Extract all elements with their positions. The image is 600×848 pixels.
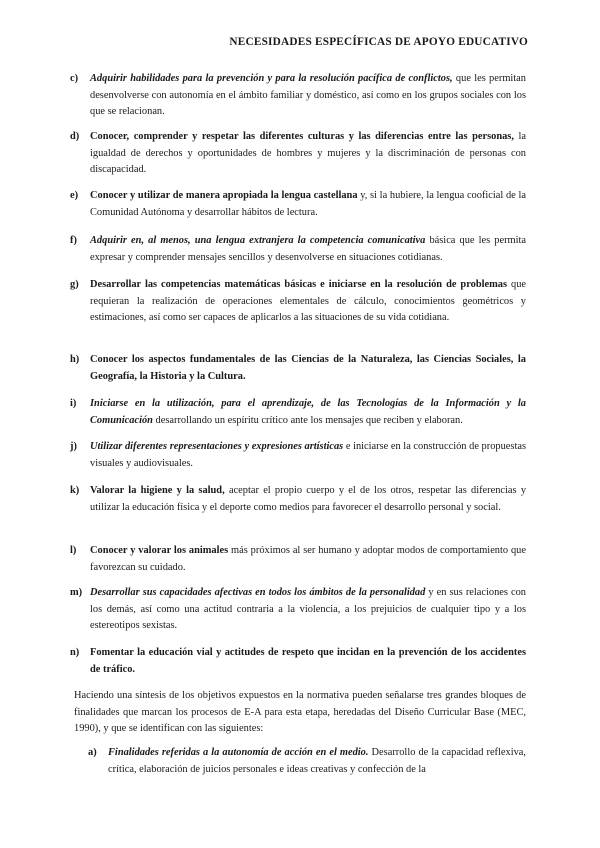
item-label: g)	[70, 279, 79, 290]
item-label: j)	[70, 441, 77, 452]
item-text: y en sus relaciones con los demás, así como una actitud contraria a la violencia, a los prejuicios de cualquier tipo y a los estereotipos sexistas.	[90, 587, 526, 632]
item-bold-text: Conocer y valorar los animales	[90, 545, 229, 556]
list-item-j	[70, 439, 526, 472]
item-text: Desarrollo de la capacidad reflexiva, crítica, elaboración de juicios personales e ideas creativas y confección de la	[108, 747, 527, 775]
item-label: e)	[70, 190, 79, 201]
item-bold-text: Conocer, comprender y respetar las diferentes culturas y las diferencias entre las personas,	[90, 131, 514, 142]
list-item-k	[70, 483, 527, 516]
list-item-m	[70, 585, 526, 635]
list-item-l	[70, 543, 526, 576]
item-label: c)	[70, 73, 79, 84]
item-label: f)	[70, 235, 77, 246]
item-label: d)	[70, 131, 80, 142]
body-paragraph: Haciendo una síntesis de los objetivos expuestos en la normativa pueden señalarse tres grandes bloques de finalidades que marcan los procesos de E-A para esta etapa, heredadas del Diseño Curricular Base (MEC, 1990), y que se identifican con las siguientes:	[74, 690, 526, 735]
item-bold-text: Fomentar la educación vial y actitudes de respeto que incidan en la prevención de los accidentes de tráfico.	[90, 647, 526, 675]
item-label: i)	[70, 398, 77, 409]
item-bold-text: Adquirir habilidades para la prevención y para la resolución pacífica de conflictos,	[90, 73, 453, 84]
item-text: y, si la hubiere, la lengua cooficial de la Comunidad Autónoma y desarrollar hábitos de lectura.	[90, 190, 526, 218]
item-bold-text: Iniciarse en la utilización, para el aprendizaje, de las Tecnologías de la Información y la Comunicación	[90, 398, 526, 426]
item-label: k)	[70, 485, 80, 496]
list-item-c	[70, 71, 526, 121]
item-text: que les permitan desenvolverse con autonomía en el ámbito familiar y doméstico, así como en los grupos sociales con los que se relacionan.	[90, 73, 526, 118]
page-header: NECESIDADES ESPECÍFICAS DE APOYO EDUCATIVO	[229, 36, 528, 48]
item-bold-text: Desarrollar sus capacidades afectivas en todos los ámbitos de la personalidad	[90, 587, 426, 598]
item-text: básica que les permita expresar y comprender mensajes sencillos y desenvolverse en situaciones cotidianas.	[90, 235, 526, 263]
item-bold-text: Valorar la higiene y la salud,	[90, 485, 225, 496]
item-label: n)	[70, 647, 80, 658]
list-item-e	[70, 188, 526, 221]
item-text: que requieran la realización de operaciones elementales de cálculo, conocimientos geométricos y estimaciones, así como ser capaces de aplicarlos a las situaciones de su vida cotidiana.	[90, 279, 526, 324]
item-text: e iniciarse en la construcción de propuestas visuales y audiovisuales.	[90, 441, 526, 469]
item-bold-text: Desarrollar las competencias matemáticas básicas e iniciarse en la resolución de problemas	[90, 279, 508, 290]
item-bold-text: Utilizar diferentes representaciones y expresiones artísticas	[90, 441, 344, 452]
list-item-d	[70, 129, 526, 179]
list-item-n	[70, 645, 526, 678]
item-text: más próximos al ser humano y adoptar modos de comportamiento que favorezcan su cuidado.	[90, 545, 526, 573]
item-label: h)	[70, 354, 80, 365]
item-bold-text: Conocer los aspectos fundamentales de las Ciencias de la Naturaleza, las Ciencias Sociales, la Geografía, la Historia y la Cultura.	[90, 354, 526, 382]
item-text: desarrollando un espíritu crítico ante los mensajes que reciben y elaboran.	[152, 414, 463, 426]
item-label: a)	[88, 747, 97, 758]
list-item-g	[70, 277, 526, 327]
item-label: l)	[70, 545, 77, 556]
list-item-f	[70, 233, 526, 266]
list-item-a	[88, 745, 527, 778]
list-item-h	[70, 352, 526, 385]
item-bold-text: Conocer y utilizar de manera apropiada la lengua castellana	[90, 190, 358, 201]
item-bold-text: Adquirir en, al menos, una lengua extranjera la competencia comunicativa	[90, 235, 426, 246]
list-item-i	[70, 396, 526, 429]
item-text: la igualdad de derechos y oportunidades de hombres y mujeres y la discriminación de personas con discapacidad.	[90, 131, 526, 176]
item-text: aceptar el propio cuerpo y el de los otros, respetar las diferencias y utilizar la educación física y el deporte como medios para favorecer el desarrollo personal y social.	[90, 485, 527, 513]
item-bold-text: Finalidades referidas a la autonomía de acción en el medio.	[108, 747, 369, 758]
item-label: m)	[70, 587, 83, 598]
